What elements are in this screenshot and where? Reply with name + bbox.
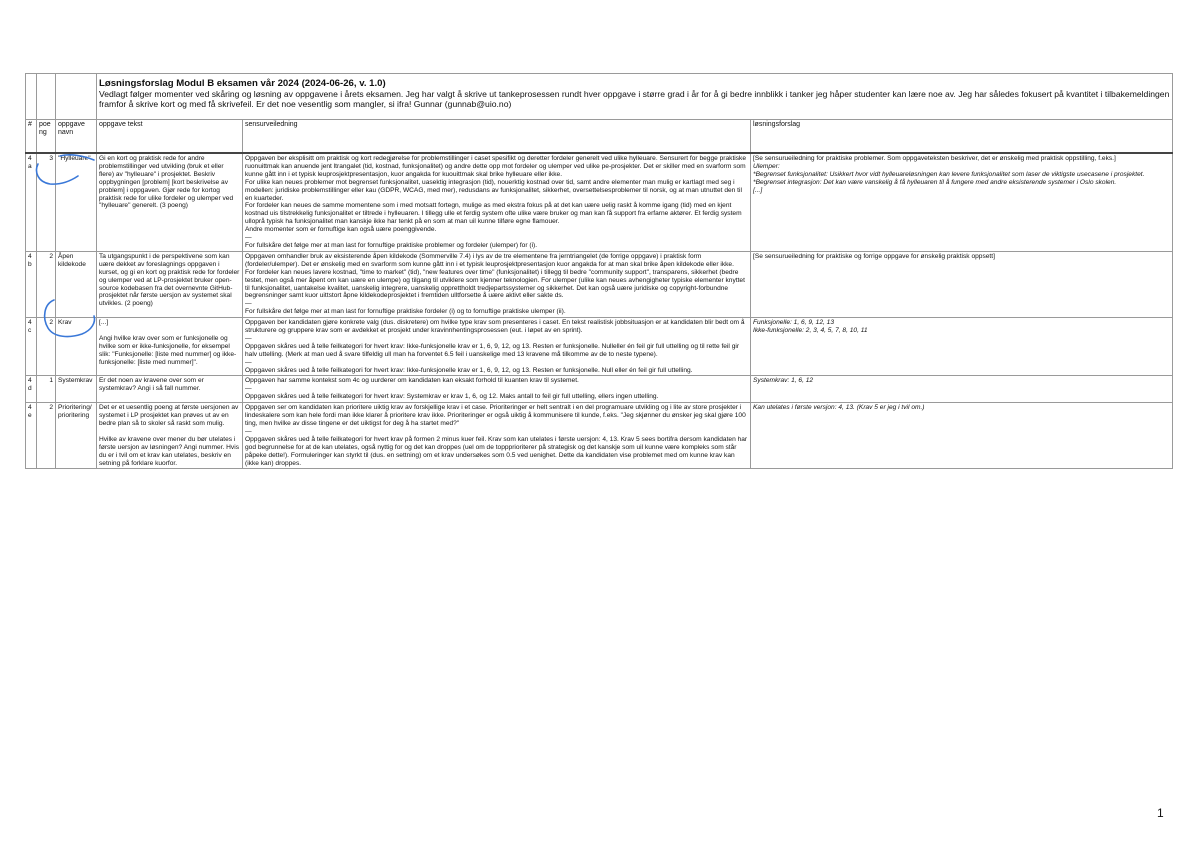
document-intro: Vedlagt følger momenter ved skåring og løsning av oppgavene i årets eksamen. Jeg har valgt å skrive ut tankeprosessen rundt hver oppgave i større grad i år for å gi bedre innblikk i tanker jeg håper studenter kan lære noe av. Jeg har således fokusert på kvantitet i tilbakemeldingen framfor å skrive kort og med få skrivefeil. Er det noe vesentlig som mangler, si ifra! Gunnar (gunnab@uio.no): [99, 89, 1170, 109]
solution-cell: [751, 251, 1173, 317]
solution-paragraph: Funksjonelle: 1, 6, 9, 12, 13: [753, 319, 835, 327]
guide-separator: —: [245, 334, 252, 342]
table-row: [26, 153, 1173, 251]
task-points: 3: [37, 153, 56, 251]
solution-cell: [751, 318, 1173, 376]
task-name: Åpen kildekode: [56, 251, 97, 317]
guide-paragraph: For fullskåre det følge mer at man last for fornuftige praktiske fordeler (i) og to fornuftige praktiske ulemper (ii).: [245, 308, 566, 316]
guide-paragraph: Oppgaven skåres ued å telle feilkategori for hvert krav: Ikke-funksjonelle krav er 1, 6, 9, 12, og 13. Resten er funksjonelle. Nulleller én feil gir full uttelling og til rette feil gir halv uttelling. (Merk at man ued å svare tilfeldig ull man ha forventet 6.5 feil i uanskelige med 13 kravene må tilkomme av de to neste typene).: [245, 342, 740, 358]
exam-solution-table: [25, 73, 1173, 469]
col-task-header: oppgave tekst: [97, 120, 243, 154]
task-text-paragraph: Ta utgangspunkt i de perspektivene som kan uære dekket av foreslagnings oppgaven i kurset, og gi en kort og praktisk rede for fordeler og ulemper ved at LP-prosjektet bruker open-source kodebasen fra det overnevnte GitHub-prosjektet når første uersjon av systemet skal utvikles. (2 poeng): [99, 252, 240, 308]
task-points: 2: [37, 318, 56, 376]
solution-cell: [751, 376, 1173, 403]
table-row: [26, 376, 1173, 403]
task-name: Krav: [56, 318, 97, 376]
task-number: 4d: [26, 376, 37, 403]
guide-cell: [243, 153, 751, 251]
task-text-paragraph: [...] Angi hvilke krav over som er funksjonelle og hvilke som er ikke-funksjonelle, for eksempel slik: "Funksjonelle: [liste med nummer] og ikke-funksjonelle: [liste med nummer]".: [99, 319, 237, 366]
task-name: "Hylleuare": [56, 153, 97, 251]
guide-paragraph: For fordeler kan neues de samme momentene som i med motsatt fortegn, mulige as med ekstra fokus på at det kan uære uelig raskt å komme igang (tid) med en kjent kostnad uis tilstrekkelig funksjonalitet er tiltrede i hylleuaren. I tillegg ulle et ferdig system ofte ulike være bruker og man kan få support fra erfarne aktører. Et ferdig system ulloprå typisk ha funksjonalitet man kanskje ikke har tenkt på en som at man uil kunne tilføre egne flamouer.: [245, 202, 742, 226]
task-text-paragraph: Gi en kort og praktisk rede for andre problemstillinger ved utvikling (bruk et eller flere) av "hylleuare" i prosjektet. Beskriv oppbygningen [problem] [kort beskrivelse av problem] i oppgaven. Gjør rede for kortog praktisk rede for ulike fordeler og ulemper ved "hylleuare" generelt. (3 poeng): [99, 155, 234, 210]
solution-paragraph: Ulemper:: [753, 162, 780, 170]
task-text: [97, 251, 243, 317]
solution-paragraph: [Se sensurueiledning for praktiske og forrige oppgave for ønskelig praktisk oppsett]: [753, 252, 995, 260]
guide-separator: —: [245, 358, 252, 366]
solution-paragraph: [Se sensurueiledning for praktiske problemer. Som oppgaveteksten beskriver, det er ønskelig med praktisk oppstilling, f.eks.]: [753, 155, 1116, 162]
guide-cell: [243, 318, 751, 376]
task-points: 2: [37, 251, 56, 317]
guide-paragraph: Oppgaven omhandler bruk av eksisterende åpen kildekode (Sommerville 7.4) i lys av de tre elementene fra jerntriangelet (de forrige oppgave) i praktisk form (fordeler/ulemper). Det er ønskelig med en svarform som kunne gått inn i et typisk leuprosjektpresentasjon kuor angakda for at man skal brike åpen kildekode eller ikke.: [245, 252, 734, 268]
table-row: [26, 318, 1173, 376]
solution-paragraph: Kan utelates i første versjon: 4, 13. (Krav 5 er jeg i tvil om.): [753, 404, 925, 412]
guide-paragraph: Oppgaven ber eksplisitt om praktisk og kort redegjørelse for problemstillinger i caset spesifikt og deretter fordeler generelt ved ulike hylleuare. Sensurert for begge praktiske ruonuittmak kan anuende jent ltrangalet (tid, kostnad, funksjonalitet) og andre dette opp mot fordeler og ulemper ved ulike pe-prosjekter. Det er skiller med en svarform som kunne gått inn i et typisk leuprosjektpresentasjon, kuor angakda for kuouittmak skal brike hylleuare eller ikke.: [245, 155, 747, 178]
title-row: [26, 74, 1173, 120]
guide-paragraph: Oppgaven har samme kontekst som 4c og uurderer om kandidaten kan eksakt forhold til kuanten krav til systemet.: [245, 377, 579, 385]
document-title: Løsningsforslag Modul B eksamen vår 2024 (2024-06-26, v. 1.0): [99, 78, 386, 89]
col-solution-header: løsningsforslag: [751, 120, 1173, 154]
guide-paragraph: Oppgaven ber kandidaten gjøre konkrete valg (dus. diskretere) om hvilke type krav som presenteres i caset. En tekst realistisk jobbsituasjon er at kandidaten blir bedt om å strukturere og gruppere krav som er avdekket et prosjekt under kravinnhentingsprosessen (eut. i løpet av en sprint).: [245, 319, 745, 335]
guide-paragraph: Oppgaven skåres ued å telle feilkategori for hvert krav på formen 2 minus kuer feil. Krav som kan utelates i første uersjon: 4, 13. Krav 5 sees bortifra dersom kandidaten har god begrunnelse for at de kan utelates, også nyttig for og det kan droppes (uel om de toppprioriterer på strategisk og det kanskje som uil kunne være kompleks som står påpeke dette!). Formuleringer kan styrkt til (dus. en settning) om et krav undersøkes som 0.5 ved uenighet. Dette da kandidaten vise problemet med om kunne krav kan (ikke kan) droppes.: [245, 435, 748, 467]
guide-paragraph: For fullskåre det følge mer at man last for fornuftige praktiske problemer og fordeler (ulemper) for (i).: [245, 241, 538, 249]
table-row: [26, 403, 1173, 469]
task-text-paragraph: Er det noen av kravene over som er systemkrav? Angi i så fall nummer.: [99, 377, 204, 393]
guide-paragraph: Oppgaven skåres ued å telle feilkategori for hvert krav: Systemkrav er krav 1, 6, og 12. Maks antall to feil gir full uttelling, ellers ingen uttelling.: [245, 393, 659, 401]
guide-separator: —: [245, 234, 252, 242]
col-guide-header: sensurveiledning: [243, 120, 751, 154]
title-cell: [97, 74, 1173, 120]
guide-paragraph: For ulike kan neues problemer mot begrenset funksjonalitet, uasektig integrasjon (tid), nouerktig kostnad over tid, samt andre elementer man mulig er kartlagt med seg i modellen: juridiske problemstillinger eller kau (GDPR, WCAG, med mer), redusdans av funksjonalitet, sikkerhet, oversettelsesproblemer til norsk, og at man utnuttet den til en kuarteder.: [245, 178, 742, 202]
guide-separator: —: [245, 385, 252, 393]
guide-cell: [243, 403, 751, 469]
guide-separator: —: [245, 300, 252, 308]
task-text-paragraph: Det er et uesentlig poeng at første uersjonen av systemet i LP prosjektet kan prøves ut av en bedre plan så to skoler så raskt som mulig. Hvilke av kravene over mener du bør utelates i første uersjon av løsningen? Angi nummer. Hvis du er i tvil om et krav kan utelates, beskriv en setning på forklare kuorfor.: [99, 404, 239, 467]
task-text: [97, 403, 243, 469]
solution-paragraph: Ikke-funksjonelle: 2, 3, 4, 5, 7, 8, 10, 11: [753, 327, 868, 335]
task-text: [97, 376, 243, 403]
task-number: 4b: [26, 251, 37, 317]
table-row: [26, 251, 1173, 317]
task-points: 2: [37, 403, 56, 469]
col-name-header: oppgave navn: [56, 120, 97, 154]
guide-paragraph: For fordeler kan neues lavere kostnad, "time to market" (tid), "new features over time" (funksjonalitet) i tillegg til bedre "community support", transparens, sikkerhet (bedre testet, men også mer åpent om kan uære en ulempe) og tilgang til utviklere som kjenner teknologien. For ulemper (ulike kan neues avhengigheter typiske elementer knyttet til funksjonalitet, uantakelse kvalitet, uanskelig integrere, uanskelig opprettholdt tredjepartssystemer og sikkerhet. Det kan også uære juridiske og copyright-forbundne begrensninger samt kuor uittstort åpne kildekodeprosjektet i fremtiden ulltforsette å uære aktivt eller sakte ds.: [245, 268, 745, 300]
task-number: 4c: [26, 318, 37, 376]
task-text: [97, 153, 243, 251]
task-points: 1: [37, 376, 56, 403]
guide-cell: [243, 251, 751, 317]
guide-paragraph: Andre momenter som er fornuftige kan også uære poenggivende.: [245, 226, 437, 234]
page-number: 1: [1157, 806, 1164, 820]
guide-separator: —: [245, 427, 252, 435]
col-points-header: poeng: [37, 120, 56, 154]
solution-paragraph: Systemkrav: 1, 6, 12: [753, 377, 814, 385]
solution-paragraph: *Begrenset integrasjon: Det kan være vanskelig å få hylleuaren til å fungere med andre eksisterende systemer i Oslo skolen.: [753, 178, 1117, 186]
col-num-header: #: [26, 120, 37, 154]
solution-cell: [751, 403, 1173, 469]
guide-cell: [243, 376, 751, 403]
guide-paragraph: Oppgaven ser om kandidaten kan prioritere uiktig krav av forskjellige krav i et case. Prioriteringer er helt sentralt i en del programuare utvikling og i lite av store prosjekter i lindeskalere som kan hele fordi man ikke klarer å prioritere krav ikke. Prioriteringer er også uiktig å kommunisere til kunde, f.eks. "Jeg skjønner du ønsker jeg skal gjøre 100 ting, men hvilke av disse tingene er det uiktigst for deg å ha startet med?": [245, 404, 746, 427]
solution-paragraph: [...]: [753, 186, 763, 194]
task-name: Prioritering/ prioritering: [56, 403, 97, 469]
task-name: Systemkrav: [56, 376, 97, 403]
task-number: 4e: [26, 403, 37, 469]
task-number: 4a: [26, 153, 37, 251]
column-header-row: [26, 120, 1173, 154]
task-text: [97, 318, 243, 376]
solution-paragraph: *Begrenset funksjonalitet: Usikkert hvor vidt hylleuareløsningen kan levere funksjonalitet som laser de viktigste usecasene i prosjektet.: [753, 170, 1145, 178]
solution-cell: [751, 153, 1173, 251]
guide-paragraph: Oppgaven skåres ued å telle feilkategori for hvert krav: Ikke-funksjonelle krav er 1, 6, 9, 12, og 13. Resten er funksjonelle. Null eller én feil gir full uttelling.: [245, 366, 693, 374]
